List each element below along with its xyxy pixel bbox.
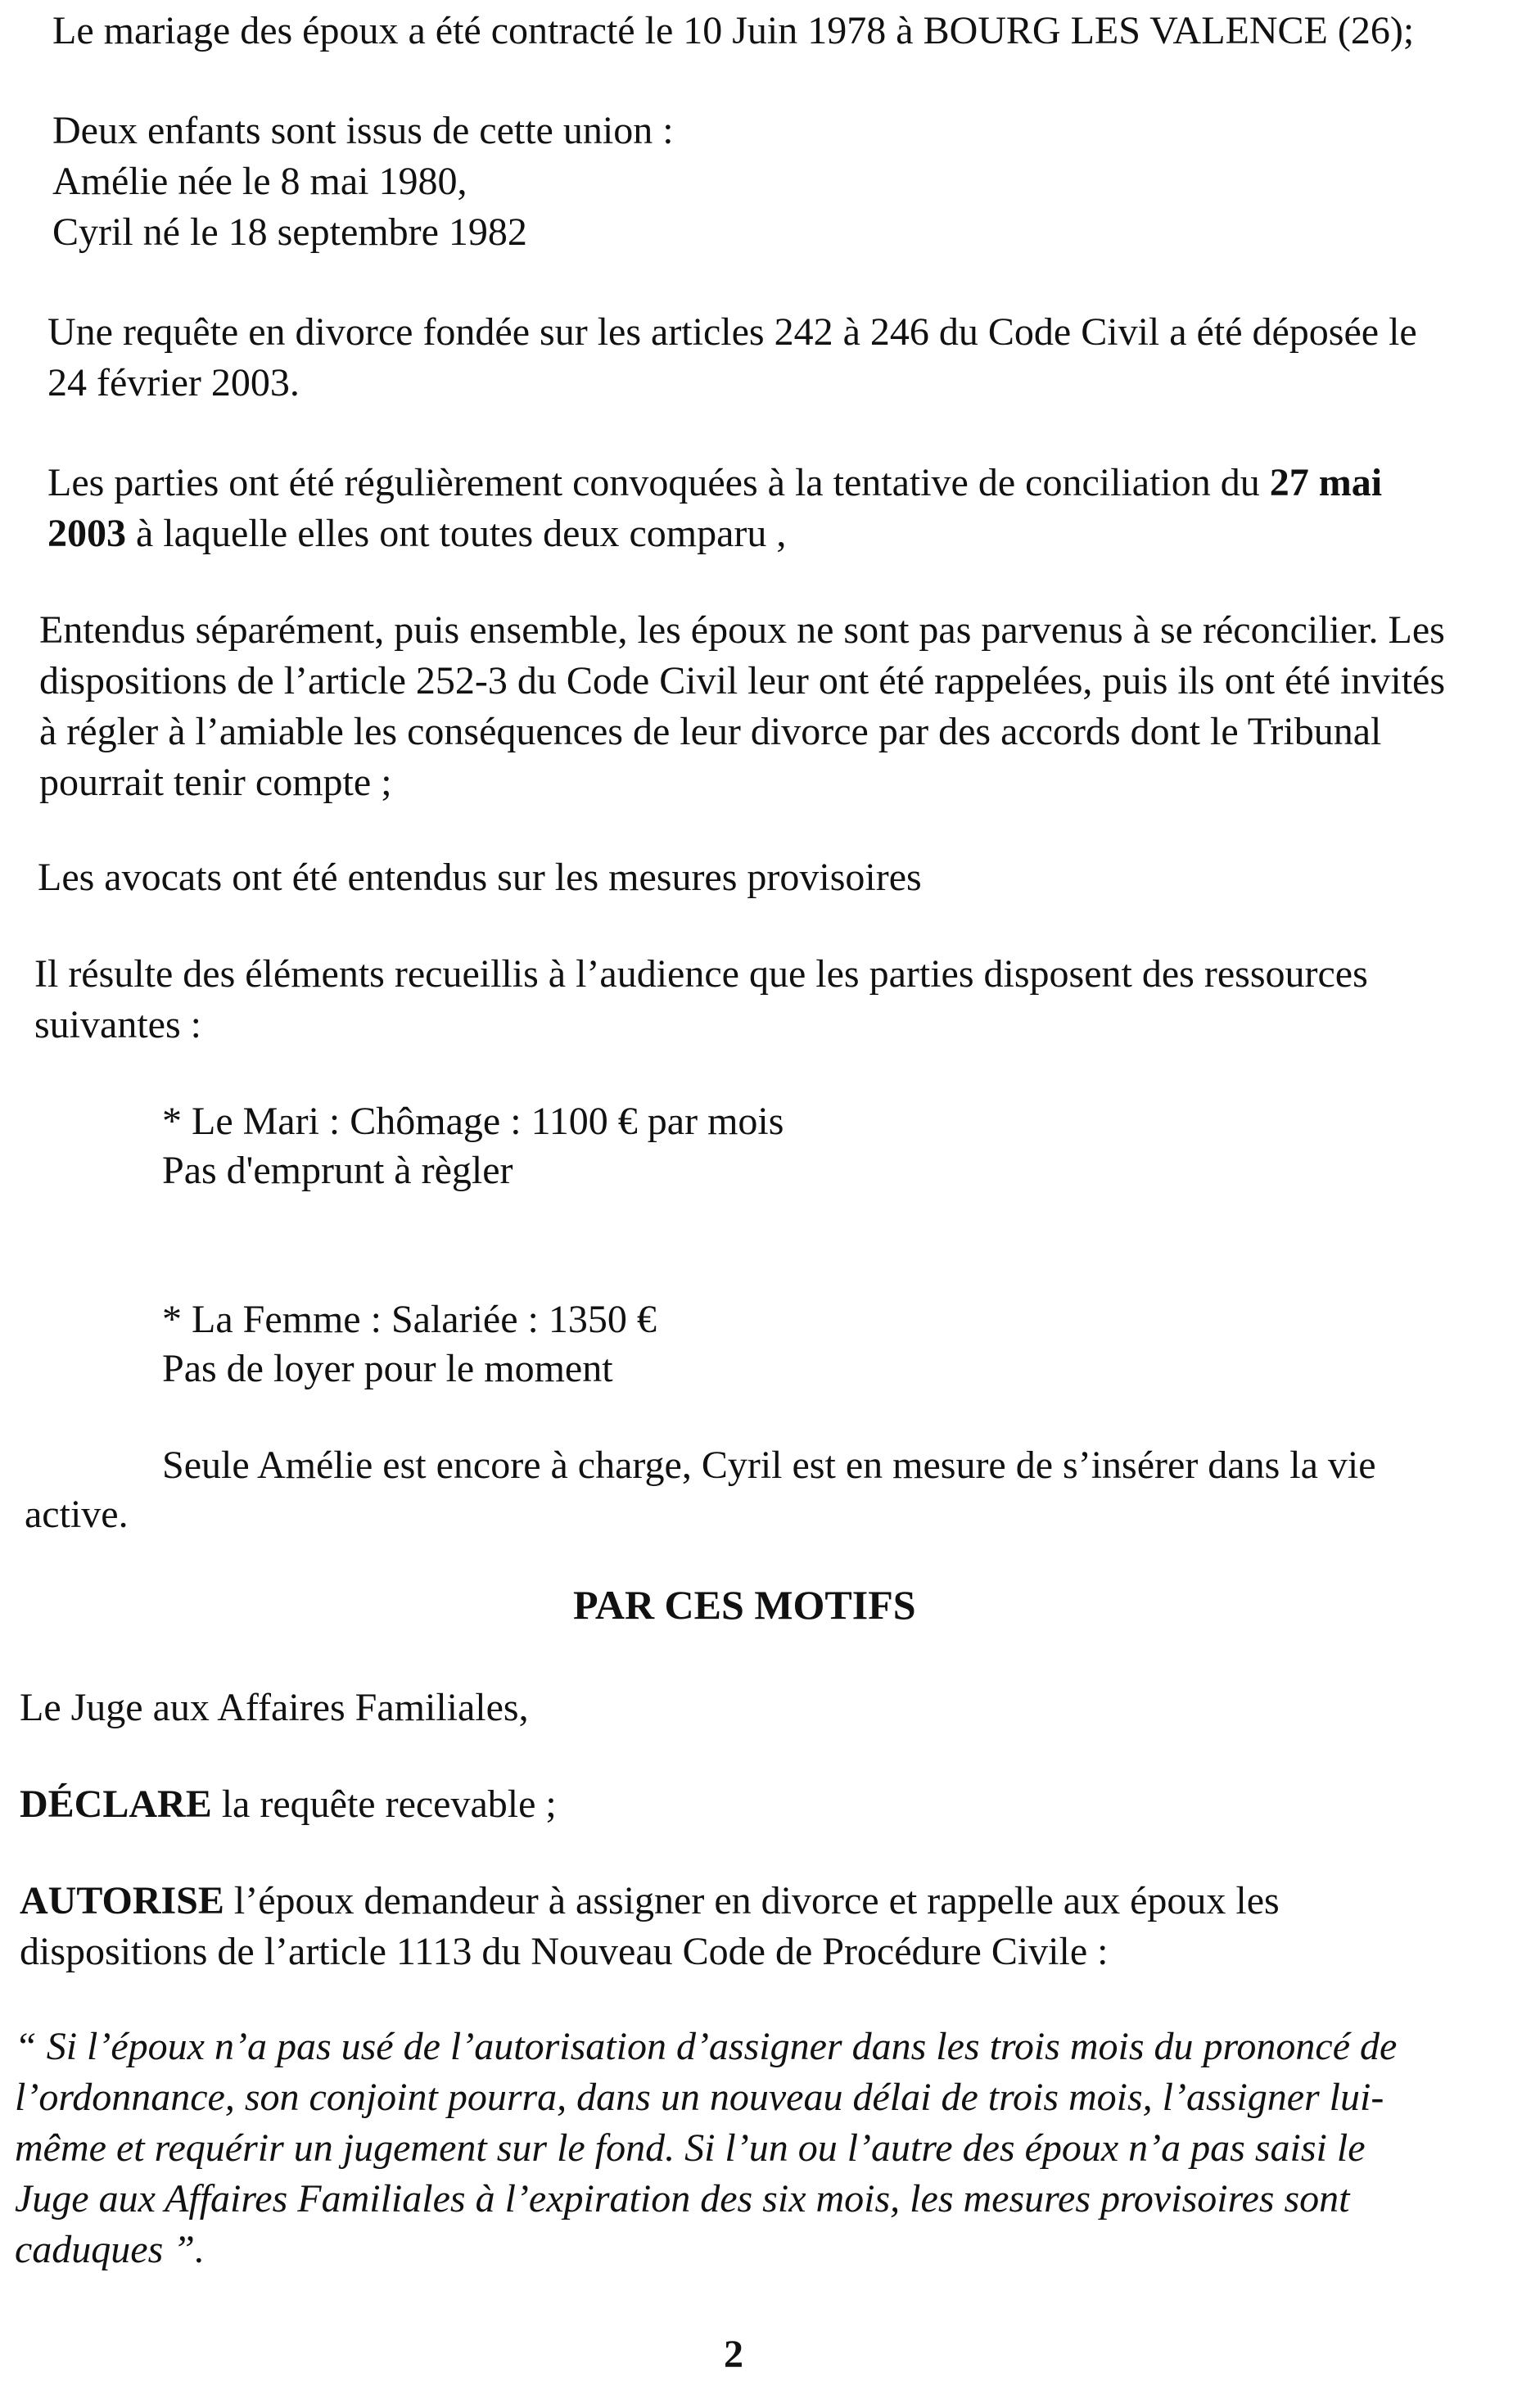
judge-line: Le Juge aux Affaires Familiales, (20, 1686, 529, 1729)
request-line-2: 24 février 2003. (47, 361, 300, 404)
heard-line-3: à régler à l’amiable les conséquences de leur divorce par des accords dont le Tribunal (39, 710, 1382, 753)
child-cyril: Cyril né le 18 septembre 1982 (52, 210, 527, 254)
resources-line-2: suivantes : (34, 1003, 201, 1046)
husband-note: Pas d'emprunt à règler (162, 1149, 513, 1192)
convocation-date-year: 2003 (47, 512, 126, 555)
quote-line-3: même et requérir un jugement sur le fond. Si l’un ou l’autre des époux n’a pas saisi le (15, 2126, 1366, 2170)
husband-resources: * Le Mari : Chômage : 1100 € par mois (162, 1100, 784, 1143)
declare-text: la requête recevable ; (221, 1782, 557, 1826)
authorise-line-2: dispositions de l’article 1113 du Nouveau Code de Procédure Civile : (20, 1930, 1109, 1973)
declare-keyword: DÉCLARE (20, 1782, 212, 1826)
children-intro: Deux enfants sont issus de cette union : (52, 109, 674, 152)
lawyers-line: Les avocats ont été entendus sur les mesures provisoires (38, 856, 922, 899)
heard-line-4: pourrait tenir compte ; (39, 761, 392, 804)
declare-line (20, 1780, 557, 1829)
page-number: 2 (724, 2333, 743, 2376)
motifs-title: PAR CES MOTIFS (573, 1582, 916, 1628)
heard-line-1: Entendus séparément, puis ensemble, les époux ne sont pas parvenus à se réconcilier. Les (39, 608, 1445, 652)
resources-line-1: Il résulte des éléments recueillis à l’audience que les parties disposent des ressources (34, 952, 1368, 996)
quote-line-2: l’ordonnance, son conjoint pourra, dans un nouveau délai de trois mois, l’assigner lui- (15, 2076, 1384, 2119)
marriage-line: Le mariage des époux a été contracté le 10 Juin 1978 à BOURG LES VALENCE (26); (52, 9, 1415, 52)
convocation-text: Les parties ont été régulièrement convoquées à la tentative de conciliation du (47, 461, 1260, 504)
convocation-date-day: 27 mai (1269, 461, 1383, 504)
heard-line-2: dispositions de l’article 252-3 du Code Civil leur ont été rappelées, puis ils ont été invités (39, 659, 1446, 703)
quote-line-4: Juge aux Affaires Familiales à l’expiration des six mois, les mesures provisoires sont (15, 2177, 1350, 2221)
convocation-line-1 (47, 459, 1382, 508)
child-amelie: Amélie née le 8 mai 1980, (52, 160, 467, 203)
children-status-line-2: active. (25, 1493, 129, 1536)
quote-line-5: caduques ”. (15, 2228, 205, 2271)
wife-resources: * La Femme : Salariée : 1350 € (162, 1298, 657, 1341)
authorise-keyword: AUTORISE (20, 1879, 224, 1922)
convocation-line-2 (47, 509, 786, 558)
authorise-text: l’époux demandeur à assigner en divorce et rappelle aux époux les (233, 1879, 1280, 1922)
children-status-line-1: Seule Amélie est encore à charge, Cyril est en mesure de s’insérer dans la vie (162, 1443, 1376, 1487)
wife-note: Pas de loyer pour le moment (162, 1347, 613, 1390)
request-line-1: Une requête en divorce fondée sur les articles 242 à 246 du Code Civil a été déposée le (47, 310, 1417, 354)
authorise-line-1 (20, 1877, 1280, 1926)
quote-line-1: “ Si l’époux n’a pas usé de l’autorisation d’assigner dans les trois mois du prononcé de (15, 2025, 1398, 2068)
convocation-text-2: à laquelle elles ont toutes deux comparu , (136, 512, 787, 555)
